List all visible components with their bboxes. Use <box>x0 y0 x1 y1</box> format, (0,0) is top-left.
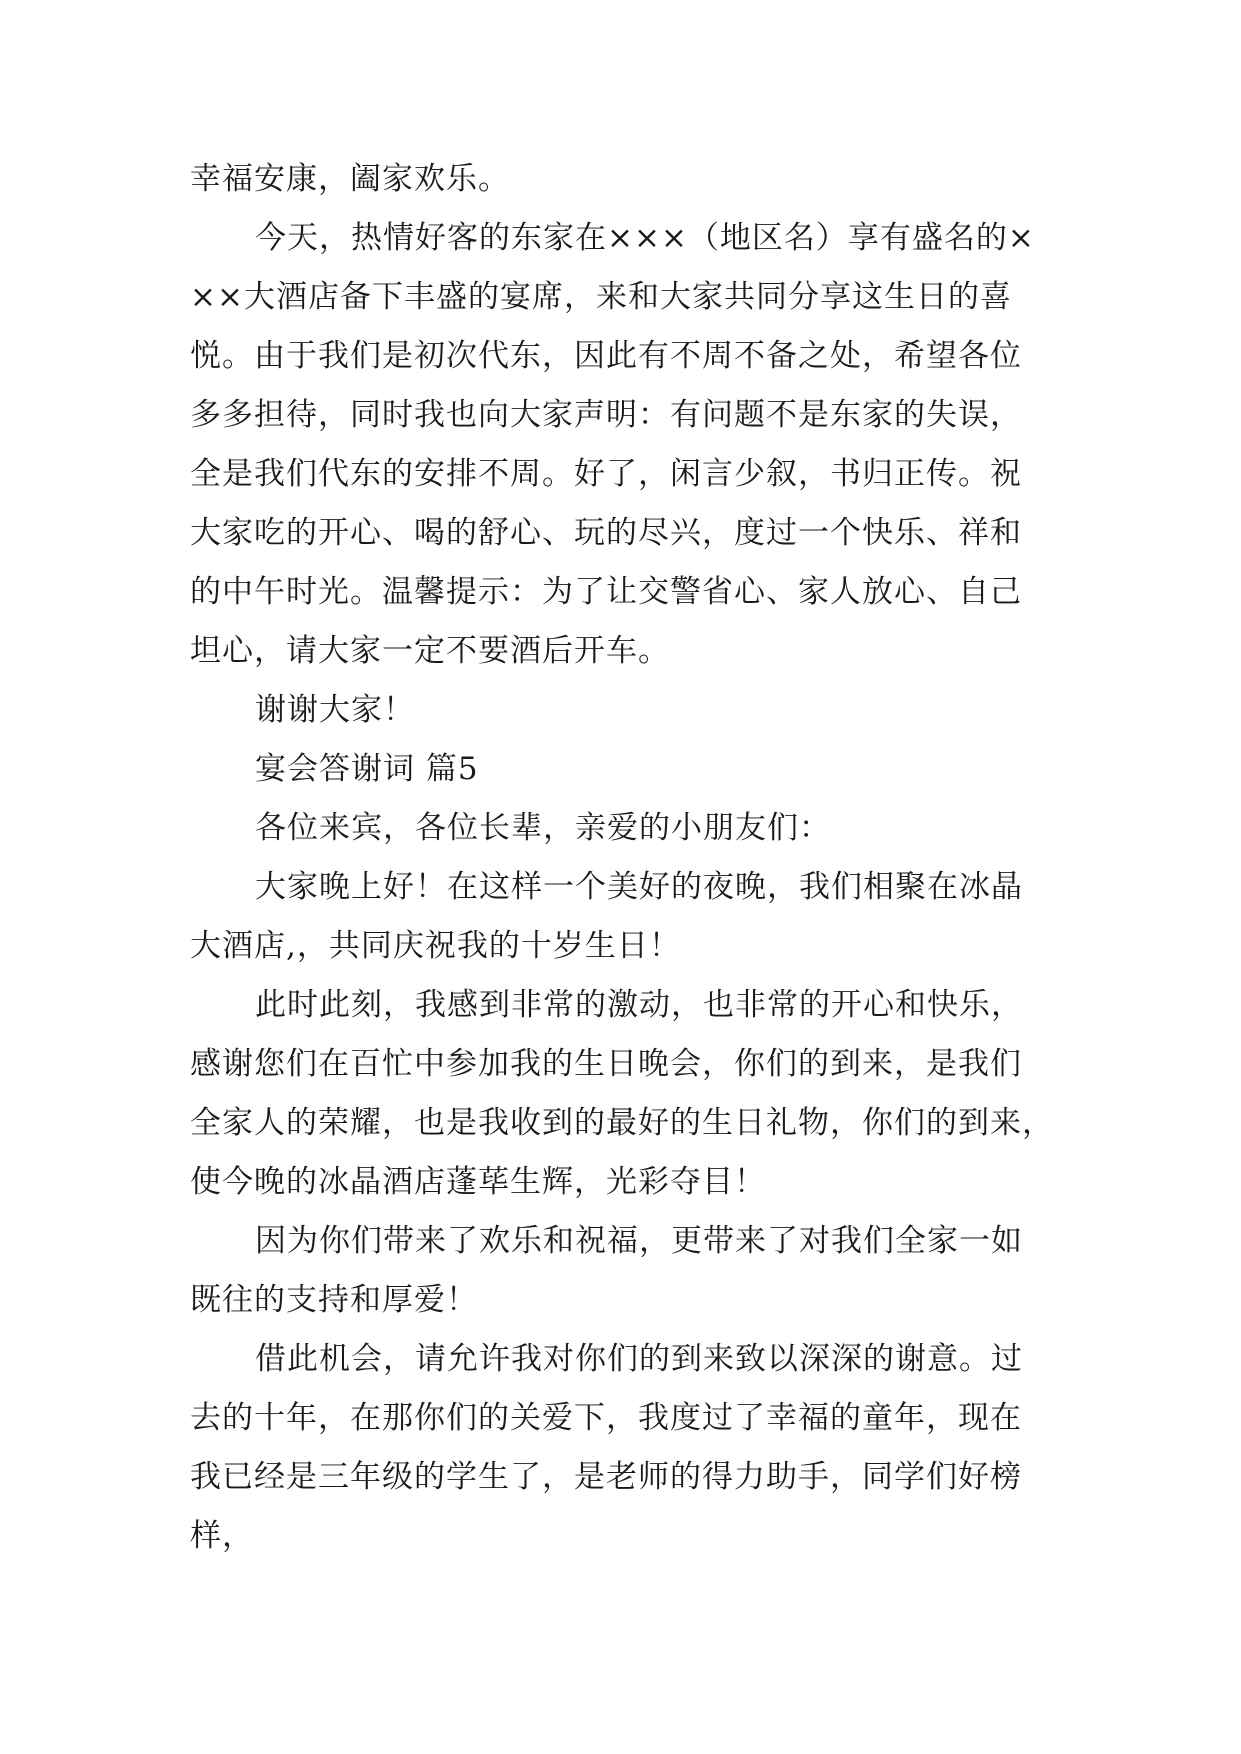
text-line: 因为你们带来了欢乐和祝福，更带来了对我们全家一如 <box>255 1223 1023 1259</box>
text-line: 大家晚上好！在这样一个美好的夜晚，我们相聚在冰晶 <box>255 869 1023 905</box>
text-line: 全家人的荣耀，也是我收到的最好的生日礼物，你们的到来， <box>190 1105 1054 1141</box>
text-line: 坦心，请大家一定不要酒后开车。 <box>190 633 670 669</box>
text-line: 今天，热情好客的东家在×××（地区名）享有盛名的× <box>255 220 1035 256</box>
text-line: 借此机会，请允许我对你们的到来致以深深的谢意。过 <box>255 1341 1023 1377</box>
text-line: 我已经是三年级的学生了，是老师的得力助手，同学们好榜 <box>190 1459 1022 1495</box>
salutation: 各位来宾，各位长辈，亲爱的小朋友们： <box>255 810 831 846</box>
text-line: ××大酒店备下丰盛的宴席，来和大家共同分享这生日的喜 <box>190 279 1012 315</box>
text-line: 既往的支持和厚爱！ <box>190 1282 478 1318</box>
text-line: 去的十年，在那你们的关爱下，我度过了幸福的童年，现在 <box>190 1400 1022 1436</box>
text-line: 感谢您们在百忙中参加我的生日晚会，你们的到来，是我们 <box>190 1046 1022 1082</box>
document-body <box>190 150 1060 1566</box>
text-line: 大酒店,，共同庆祝我的十岁生日！ <box>190 928 681 964</box>
text-line: 样， <box>190 1518 254 1554</box>
text-line: 多多担待，同时我也向大家声明：有问题不是东家的失误， <box>190 397 1022 433</box>
text-line: 此时此刻，我感到非常的激动，也非常的开心和快乐， <box>255 987 1023 1023</box>
text-line: 全是我们代东的安排不周。好了，闲言少叙，书归正传。祝 <box>190 456 1022 492</box>
text-line: 使今晚的冰晶酒店蓬荜生辉，光彩夺目！ <box>190 1164 766 1200</box>
section-heading: 宴会答谢词 篇5 <box>255 751 479 787</box>
text-line: 幸福安康，阖家欢乐。 <box>190 161 510 197</box>
text-line: 大家吃的开心、喝的舒心、玩的尽兴，度过一个快乐、祥和 <box>190 515 1022 551</box>
text-line: 的中午时光。温馨提示：为了让交警省心、家人放心、自己 <box>190 574 1022 610</box>
text-line: 悦。由于我们是初次代东，因此有不周不备之处，希望各位 <box>190 338 1022 374</box>
text-line: 谢谢大家！ <box>255 692 415 728</box>
